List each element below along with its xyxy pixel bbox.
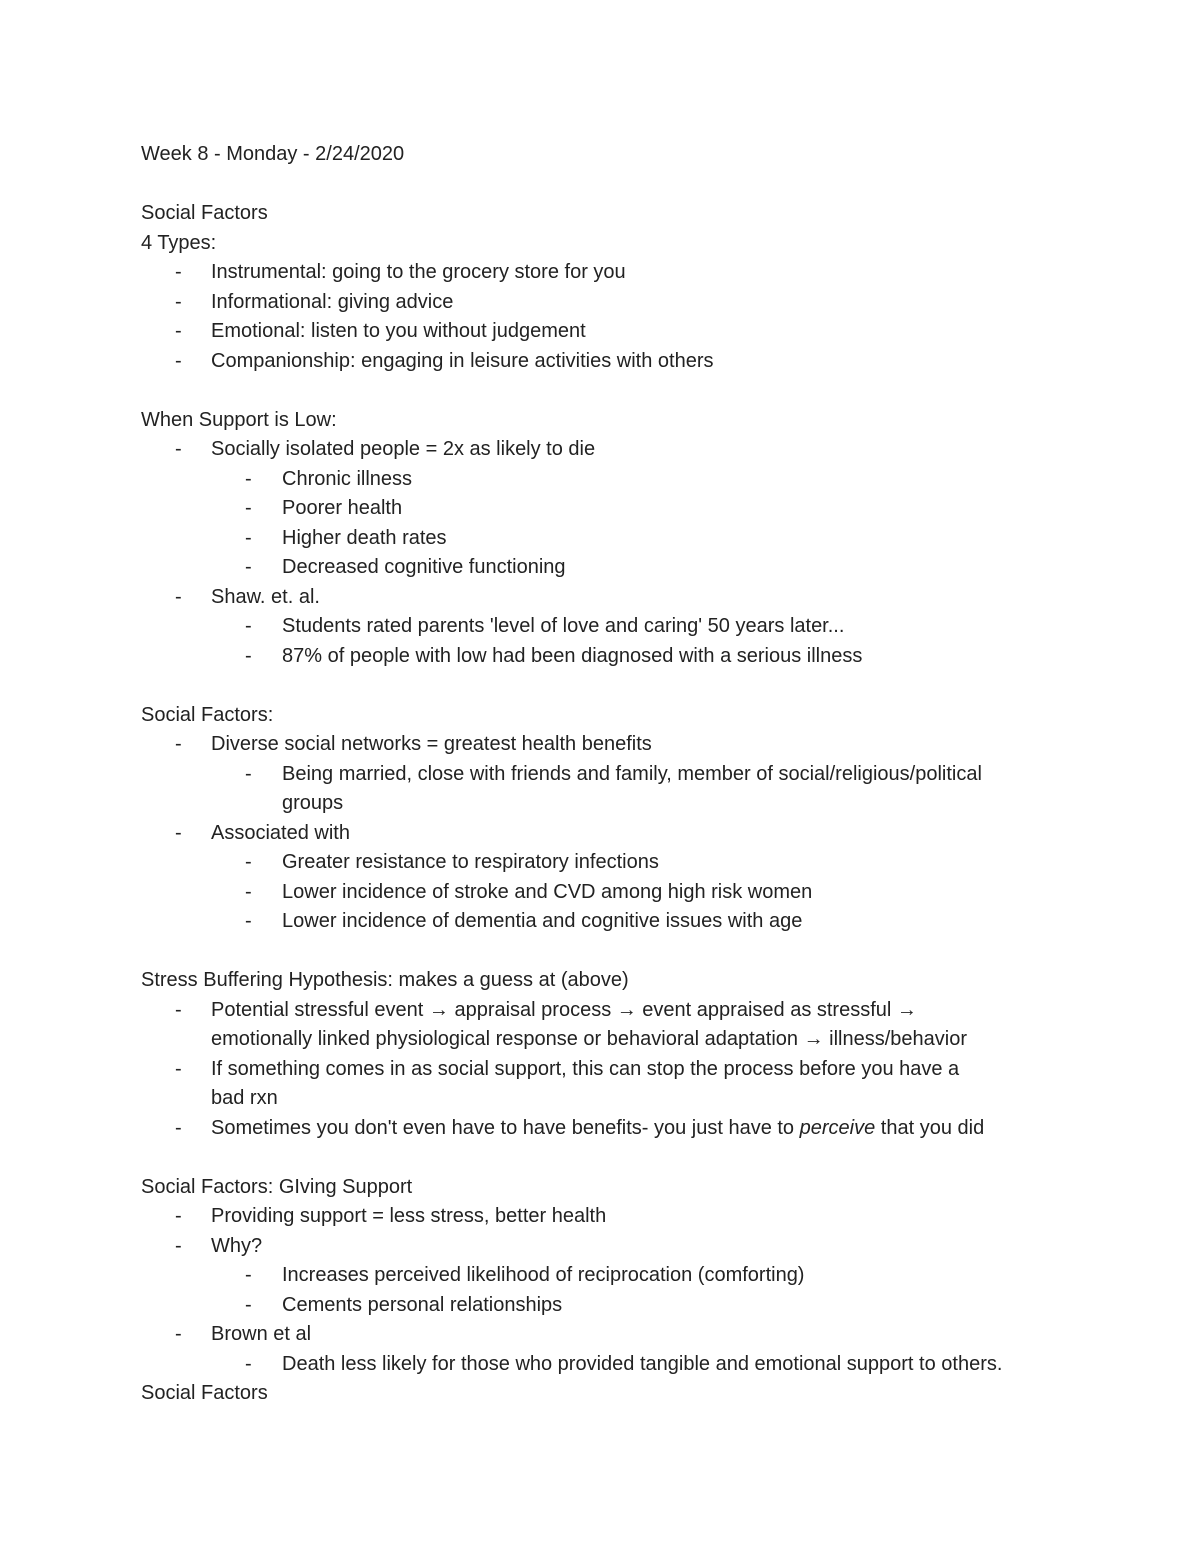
list-item-text: Instrumental: going to the grocery store for you (211, 261, 626, 283)
subheading-4-types: 4 Types: (141, 231, 217, 254)
list-item-text: Higher death rates (282, 526, 447, 549)
list-item (141, 730, 1141, 760)
sub-list-item (141, 760, 1141, 790)
list-item-text: Lower incidence of dementia and cognitive issues with age (282, 910, 803, 932)
list-item-text: Informational: giving advice (211, 290, 454, 313)
bullet-dash: - (245, 615, 252, 637)
bullet-dash: - (175, 1234, 182, 1257)
sub-list-item (141, 465, 1141, 495)
list-item-text: Death less likely for those who provided tangible and emotional support to others. (282, 1352, 1003, 1375)
list-item-text: Shaw. et. al. (211, 585, 320, 608)
spacer (141, 937, 1141, 967)
bullet-dash: - (245, 762, 252, 785)
list-item-text: Companionship: engaging in leisure activities with others (211, 349, 714, 372)
list-item-text: Lower incidence of stroke and CVD among high risk women (282, 880, 813, 903)
list-item-text: Chronic illness (282, 467, 413, 490)
sub-list-item (141, 612, 1141, 642)
bullet-dash: - (175, 1057, 182, 1080)
bullet-dash: - (245, 1264, 252, 1286)
list-item (141, 1114, 1141, 1144)
list-item-text: Providing support = less stress, better health (211, 1205, 607, 1227)
list-item (141, 1055, 1141, 1085)
list-item (141, 1232, 1141, 1262)
spacer (141, 170, 1141, 200)
list-item-continuation: groups (282, 792, 344, 814)
bullet-dash: - (245, 880, 252, 903)
spacer (141, 376, 1141, 406)
list-item-text: 87% of people with low had been diagnosed with a serious illness (282, 644, 863, 667)
bullet-dash: - (175, 349, 182, 372)
section-heading-giving-support: Social Factors: GIving Support (141, 1175, 413, 1198)
sub-list-item (141, 494, 1141, 524)
list-item-text: Socially isolated people = 2x as likely to die (211, 438, 596, 460)
list-item (141, 996, 1141, 1026)
list-item-text: Decreased cognitive functioning (282, 556, 566, 578)
bullet-dash: - (175, 438, 182, 460)
document-body (141, 140, 1141, 1409)
sub-list-item (141, 1350, 1141, 1380)
emphasis-perceive: perceive (799, 1116, 876, 1139)
section-heading-support-low: When Support is Low: (141, 408, 337, 431)
list-item-text: Poorer health (282, 497, 403, 519)
list-item (141, 317, 1141, 347)
spacer (141, 1143, 1141, 1173)
section-heading-social-factors-networks: Social Factors: (141, 703, 274, 726)
page-title: Week 8 - Monday - 2/24/2020 (141, 143, 405, 165)
list-item (141, 435, 1141, 465)
bullet-dash: - (245, 467, 252, 490)
bullet-dash: - (245, 644, 252, 667)
list-item-text: Diverse social networks = greatest health benefits (211, 733, 652, 755)
sub-list-item (141, 878, 1141, 908)
list-item-text: Cements personal relationships (282, 1293, 563, 1316)
list-item (141, 1320, 1141, 1350)
section-heading-social-factors: Social Factors (141, 202, 268, 224)
sub-list-item (141, 848, 1141, 878)
bullet-dash: - (175, 585, 182, 608)
list-item-continuation: bad rxn (211, 1087, 278, 1109)
bullet-dash: - (245, 1352, 252, 1375)
bullet-dash: - (245, 497, 252, 519)
list-item-text: Associated with (211, 821, 350, 844)
sub-list-item (141, 1291, 1141, 1321)
list-item-text: Increases perceived likelihood of reciprocation (comforting) (282, 1264, 805, 1286)
bullet-dash: - (245, 526, 252, 549)
section-heading-stress-buffering: Stress Buffering Hypothesis: makes a guess at (above) (141, 969, 629, 991)
list-item-continuation: emotionally linked physiological response or behavioral adaptation → illness/behavior (211, 1028, 967, 1050)
list-item (141, 347, 1141, 377)
sub-list-item (141, 642, 1141, 672)
sub-list-item (141, 524, 1141, 554)
bullet-dash: - (245, 1293, 252, 1316)
bullet-dash: - (245, 851, 252, 873)
bullet-dash: - (245, 556, 252, 578)
bullet-dash: - (245, 910, 252, 932)
list-item (141, 819, 1141, 849)
list-item-text: Students rated parents 'level of love and caring' 50 years later... (282, 615, 845, 637)
list-item (141, 583, 1141, 613)
list-item-text: Why? (211, 1234, 263, 1257)
bullet-dash: - (175, 821, 182, 844)
sub-list-item (141, 907, 1141, 937)
bullet-dash: - (175, 261, 182, 283)
list-item (141, 1202, 1141, 1232)
list-item-text: Brown et al (211, 1323, 312, 1345)
bullet-dash: - (175, 1323, 182, 1345)
bullet-dash: - (175, 1116, 182, 1139)
list-item-text: Greater resistance to respiratory infections (282, 851, 659, 873)
list-item-text: Emotional: listen to you without judgement (211, 320, 586, 342)
bullet-dash: - (175, 1205, 182, 1227)
list-item-text-before: Sometimes you don't even have to have benefits- you just have to (211, 1116, 800, 1139)
bullet-dash: - (175, 733, 182, 755)
spacer (141, 671, 1141, 701)
list-item-text-after: that you did (875, 1116, 985, 1139)
bullet-dash: - (175, 290, 182, 313)
section-heading-social-factors-final: Social Factors (141, 1382, 268, 1404)
list-item-text: Potential stressful event → appraisal process → event appraised as stressful → (211, 998, 917, 1021)
list-item-text: Being married, close with friends and family, member of social/religious/political (282, 762, 982, 785)
sub-list-item (141, 553, 1141, 583)
sub-list-item (141, 1261, 1141, 1291)
bullet-dash: - (175, 998, 182, 1021)
bullet-dash: - (175, 320, 182, 342)
list-item-text: If something comes in as social support, this can stop the process before you have a (211, 1057, 960, 1080)
list-item (141, 258, 1141, 288)
list-item (141, 288, 1141, 318)
